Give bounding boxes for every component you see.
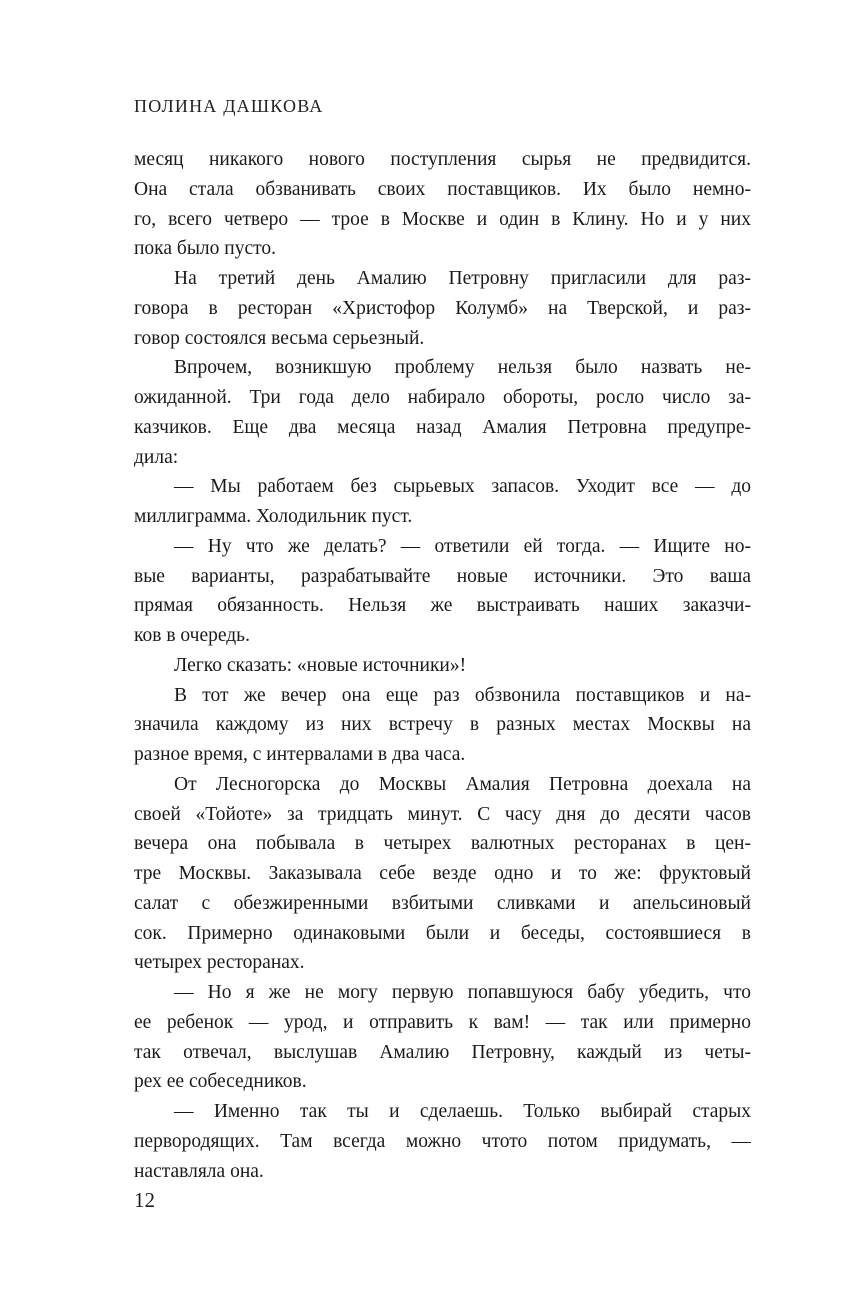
text-line: наставляла она. [134, 1160, 264, 1182]
page-number: 12 [134, 1188, 155, 1212]
text-line: рех ее собеседников. [134, 1071, 307, 1093]
text-line: ков в очередь. [134, 625, 250, 646]
text-line: — Именно так ты и сделаешь. Только выбирай старых [174, 1101, 751, 1122]
text-line: разное время, с интервалами в два часа. [134, 744, 466, 765]
text-line: Легко сказать: «новые источники»! [174, 654, 467, 676]
text-line: салат с обезжиренными взбитыми сливками и апельсиновый [134, 892, 751, 914]
text-line: говор состоялся весьма серьезный. [134, 327, 425, 349]
text-line: В тот же вечер она еще раз обзвонила поставщиков и на- [174, 684, 751, 706]
text-line: вечера она побывала в четырех валютных ресторанах в цен- [134, 833, 751, 855]
text-line: Она стала обзванивать своих поставщиков. Их было немно- [134, 178, 751, 200]
text-line: миллиграмма. Холодильник пуст. [134, 506, 413, 527]
text-line: месяц никакого нового поступления сырья не предвидится. [134, 149, 751, 170]
text-line: тре Москвы. Заказывала себе везде одно и то же: фруктовый [134, 863, 751, 884]
running-header-author: ПОЛИНА ДАШКОВА [134, 96, 324, 116]
text-line: От Лесногорска до Москвы Амалия Петровна доехала на [174, 773, 751, 795]
text-line: — Ну что же делать? — ответили ей тогда. — Ищите но- [174, 535, 751, 557]
body-text [134, 145, 751, 1186]
text-line: — Мы работаем без сырьевых запасов. Уходит все — до [174, 476, 751, 498]
text-line: говора в ресторан «Христофор Колумб» на Тверской, и раз- [134, 297, 751, 319]
text-line: ее ребенок — урод, и отправить к вам! — так или примерно [134, 1011, 751, 1033]
text-line: прямая обязанность. Нельзя же выстраивать наших заказчи- [134, 595, 751, 617]
text-line: казчиков. Еще два месяца назад Амалия Петровна предупре- [134, 416, 751, 438]
text-line: своей «Тойоте» за тридцать минут. С часу дня до десяти часов [134, 803, 751, 825]
text-line: дила: [134, 446, 179, 468]
text-line: четырех ресторанах. [134, 952, 305, 974]
text-line: сок. Примерно одинаковыми были и беседы, состоявшиеся в [134, 922, 751, 944]
text-line: ожиданной. Три года дело набирало обороты, росло число за- [134, 387, 751, 408]
text-line: первородящих. Там всегда можно чтото потом придумать, — [134, 1130, 751, 1152]
text-line: — Но я же не могу первую попавшуюся бабу убедить, что [174, 982, 751, 1003]
text-line: значила каждому из них встречу в разных местах Москвы на [134, 714, 751, 736]
text-line: Впрочем, возникшую проблему нельзя было назвать не- [174, 357, 751, 379]
text-line: пока было пусто. [134, 238, 277, 260]
text-line: вые варианты, разрабатывайте новые источники. Это ваша [134, 565, 751, 587]
text-line: На третий день Амалию Петровну пригласили для раз- [174, 268, 751, 289]
text-line: го, всего четверо — трое в Москве и один в Клину. Но и у них [134, 208, 751, 230]
text-line: так отвечал, выслушав Амалию Петровну, каждый из четы- [134, 1041, 751, 1063]
